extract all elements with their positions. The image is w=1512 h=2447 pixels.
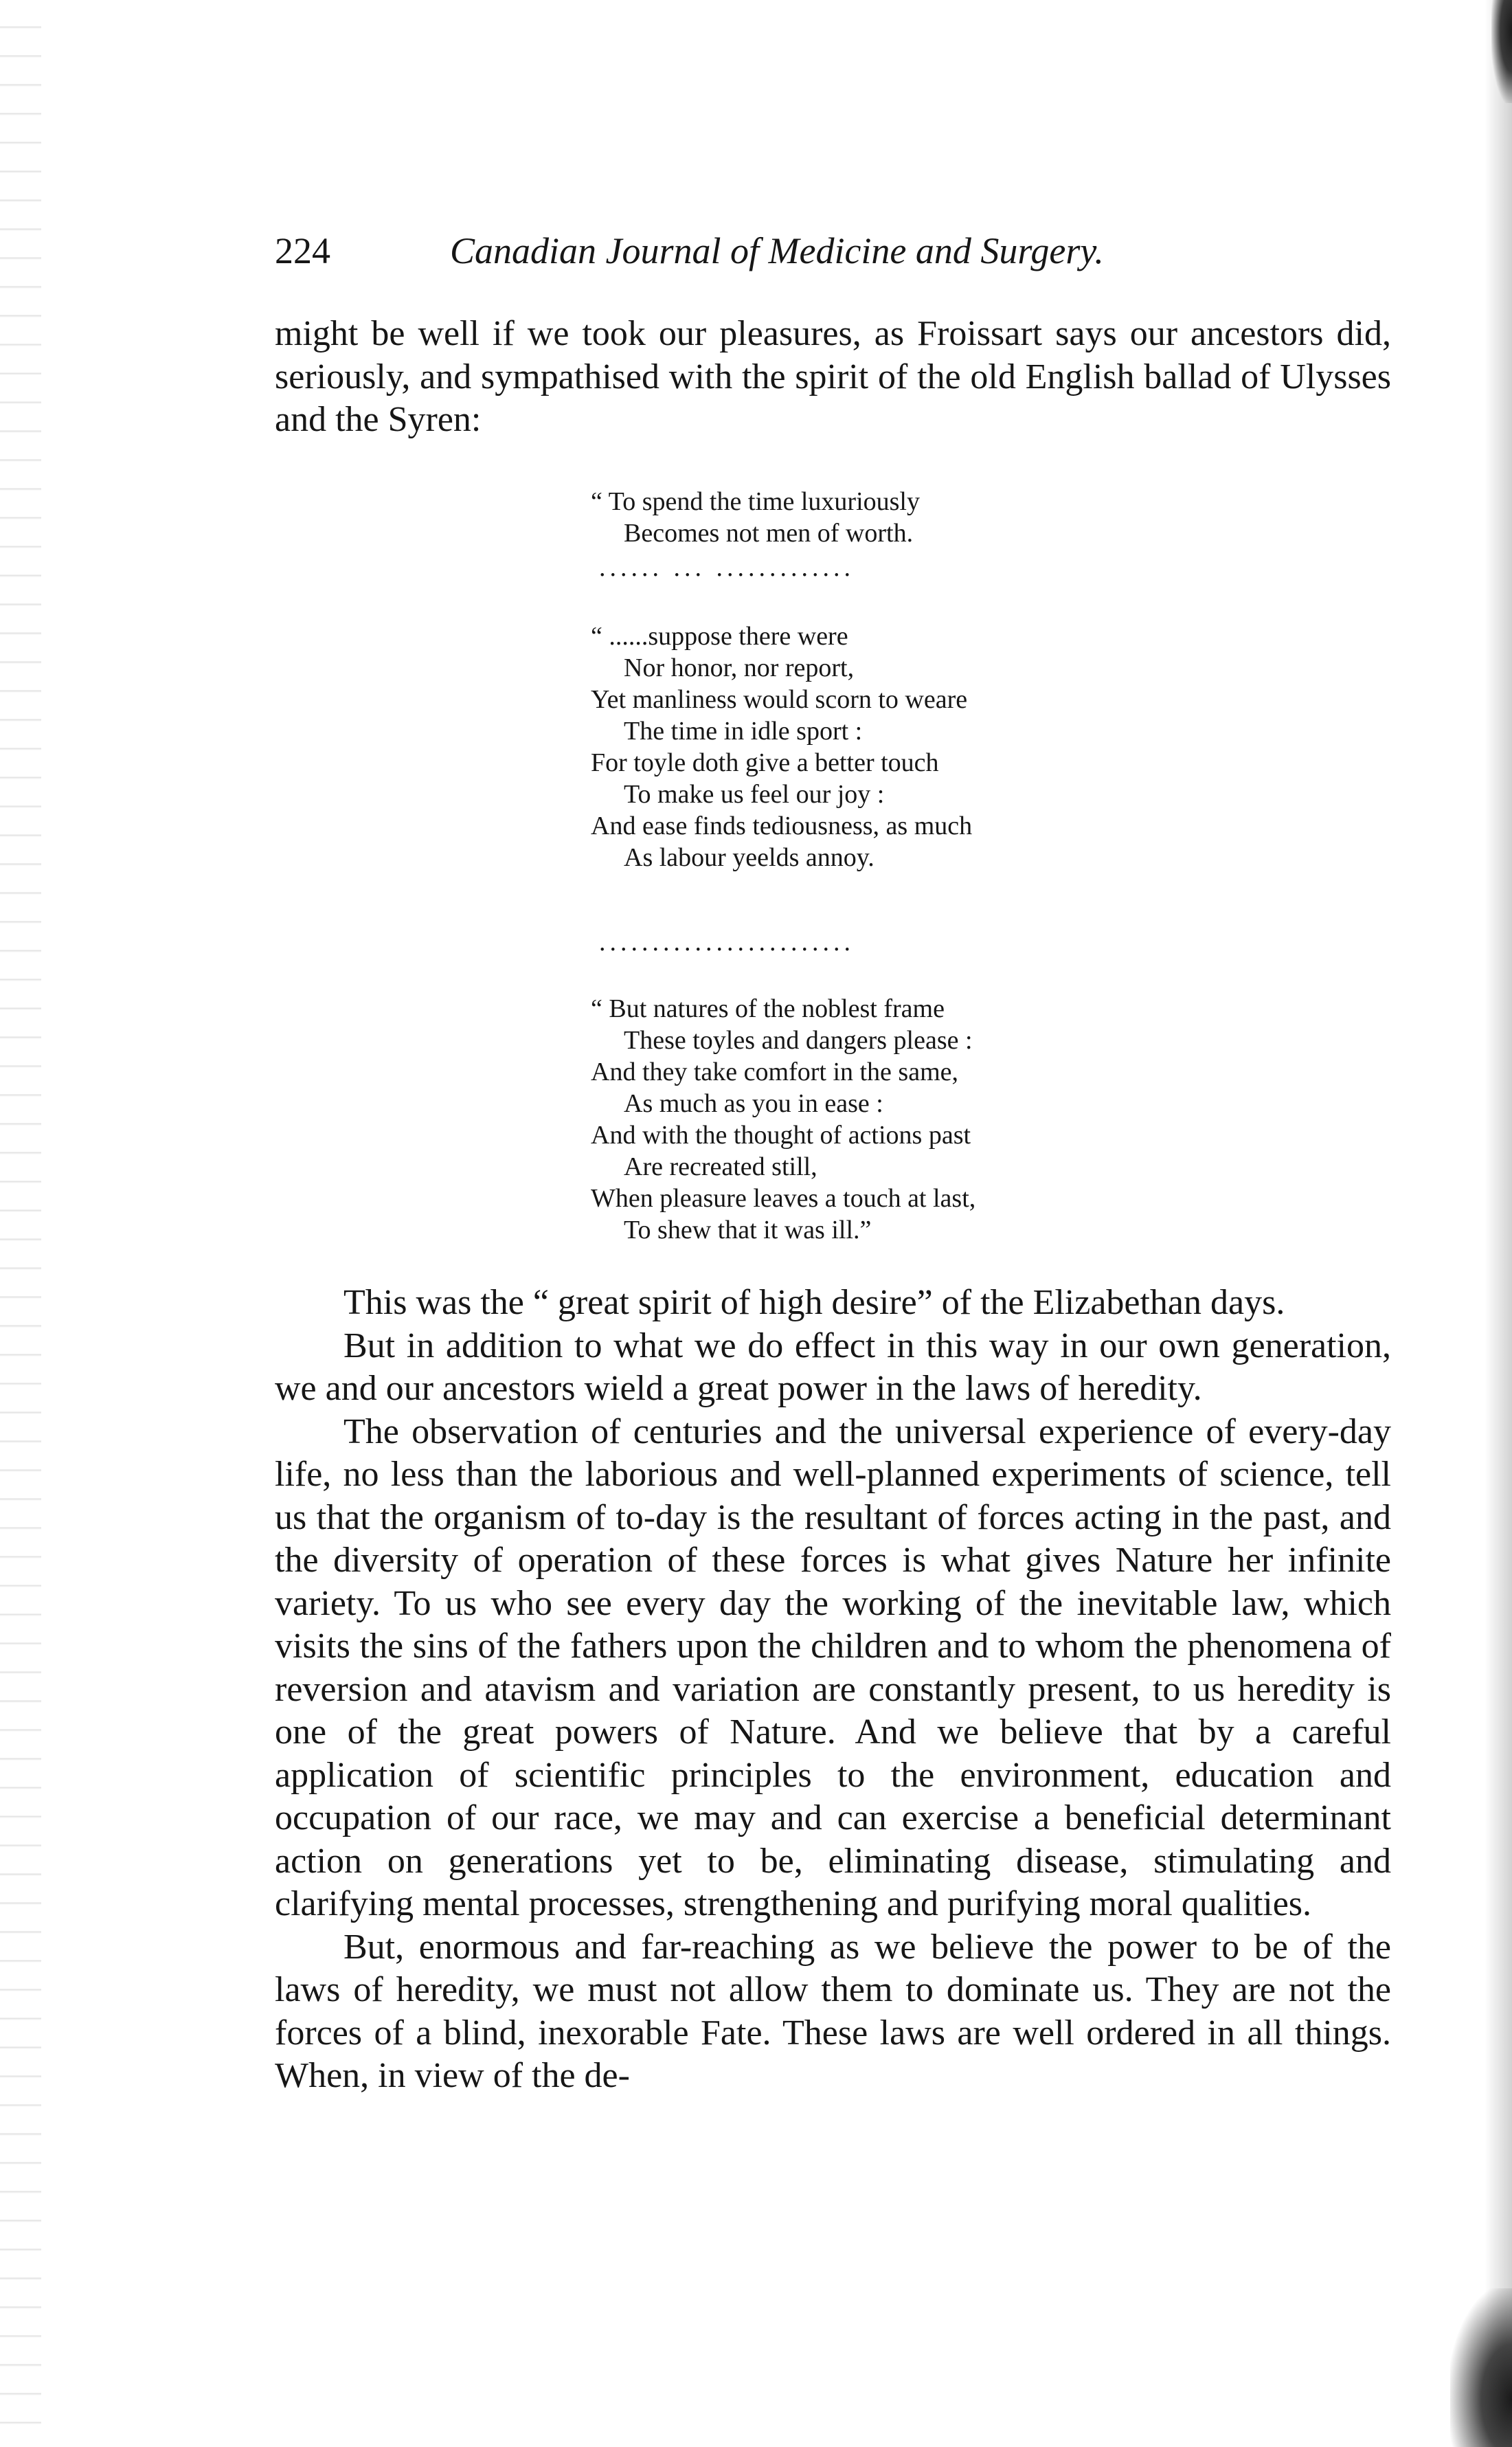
ellipsis-row: ...... ... ............. (599, 553, 855, 582)
verse-line: When pleasure leaves a touch at last, (591, 1184, 976, 1213)
verse-line: And ease finds tediousness, as much (591, 812, 973, 840)
verse-line: As labour yeelds annoy. (624, 843, 875, 872)
verse-line: To make us feel our joy : (624, 780, 885, 809)
verse-line: These toyles and dangers please : (624, 1026, 973, 1055)
verse-line: “ But natures of the noblest frame (591, 994, 945, 1023)
verse-line: For toyle doth give a better touch (591, 748, 939, 777)
verse-line: Becomes not men of worth. (624, 519, 914, 548)
verse-line: Are recreated still, (624, 1152, 817, 1181)
page-edge-right (1485, 0, 1512, 2447)
verse-line: Nor honor, nor report, (624, 653, 855, 682)
verse-stanza-1 (591, 486, 1312, 549)
verse-line: As much as you in ease : (624, 1089, 883, 1118)
page-number: 224 (275, 230, 330, 271)
paragraph: But in addition to what we do effect in this way in our own generation, we and our ancestors wield a great power in the laws of heredity. (275, 1326, 1391, 1408)
verse-stanza-2 (591, 621, 1312, 873)
ink-blot-top (1491, 0, 1512, 103)
verse-line: To shew that it was ill.” (624, 1216, 872, 1244)
body-text (275, 1282, 1391, 2098)
verse-line: “ To spend the time luxuriously (591, 487, 920, 516)
ink-blot-bottom (1450, 2288, 1512, 2447)
paragraph: The observation of centuries and the universal experience of every-day life, no less than the laborious and well-planned experiments of science, tell us that the organism of to-day is the resultant of forces acting in the past, and the diversity of operation of these forces is what gives Nature her infinite variety. To us who see every day the working of the inevitable law, which visits the sins of the fathers upon the children and to whom the phenomena of reversion and atavism and variation are constantly present, to us heredity is one of the great powers of Nature. And we believe that by a careful application of scientific principles to the environment, education and occupation of our race, we may and can exercise a beneficial determinant action on generations yet to be, eliminating disease, stimulating and clarifying mental processes, strengthening and purifying moral qualities. (275, 1411, 1391, 1923)
page-edge-left (0, 0, 41, 2447)
verse-line: And with the thought of actions past (591, 1121, 971, 1150)
verse-line: “ ......suppose there were (591, 622, 848, 651)
intro-paragraph-block (275, 313, 1391, 442)
paragraph: This was the “ great spirit of high desire” of the Elizabethan days. (343, 1283, 1285, 1322)
intro-paragraph: might be well if we took our pleasures, as Froissart says our ancestors did, seriously, and sympathised with the spirit of the old English ballad of Ulysses and the Syren: (275, 314, 1391, 439)
running-title: Canadian Journal of Medicine and Surgery. (450, 230, 1104, 271)
ellipsis-row: ........................ (599, 928, 855, 957)
verse-line: Yet manliness would scorn to weare (591, 685, 968, 714)
verse-line: The time in idle sport : (624, 717, 863, 746)
paragraph: But, enormous and far-reaching as we believe the power to be of the laws of heredity, we must not allow them to dominate us. They are not the forces of a blind, inexorable Fate. These laws are well ordered in all things. When, in view of the de- (275, 1927, 1391, 2095)
page-header (275, 227, 1223, 275)
verse-stanza-3 (591, 993, 1312, 1246)
verse-line: And they take comfort in the same, (591, 1058, 959, 1086)
